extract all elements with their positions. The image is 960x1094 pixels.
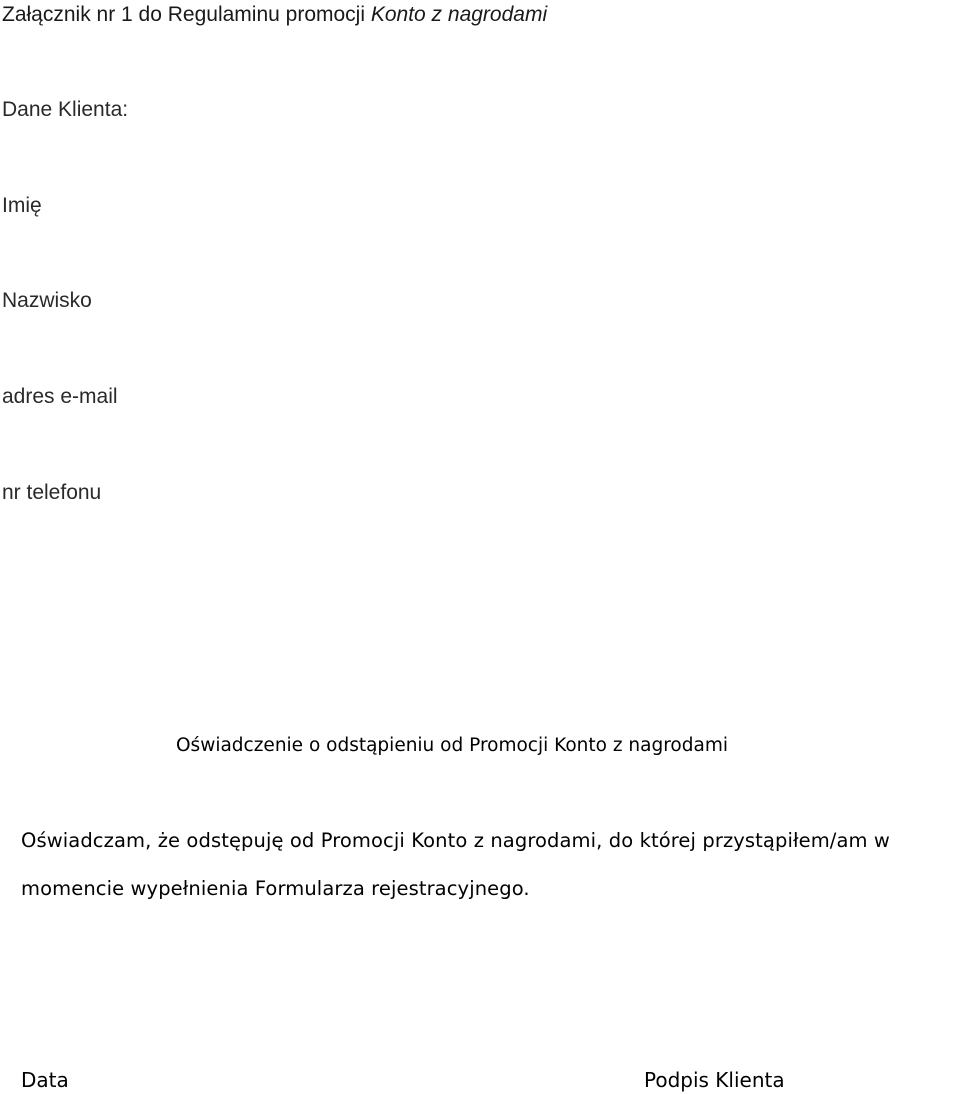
date-label: Data [21,1068,69,1092]
statement-text-line-2: momencie wypełnienia Formularza rejestracyjnego. [21,877,530,900]
statement-title: Oświadczenie o odstąpieniu od Promocji Konto z nagrodami [176,735,728,756]
client-data-label: Dane Klienta: [2,98,129,121]
field-label-last-name: Nazwisko [2,289,92,312]
client-signature-label: Podpis Klienta [644,1068,785,1092]
attachment-header [2,4,547,25]
attachment-header-prefix: Załącznik nr 1 do Regulaminu promocji [2,3,371,26]
statement-text-line-1: Oświadczam, że odstępuję od Promocji Konto z nagrodami, do której przystąpiłem/am w [21,829,890,852]
field-label-phone: nr telefonu [2,481,102,504]
field-label-email: adres e-mail [2,385,118,408]
field-label-first-name: Imię [2,194,42,217]
promotion-name: Konto z nagrodami [370,3,548,26]
